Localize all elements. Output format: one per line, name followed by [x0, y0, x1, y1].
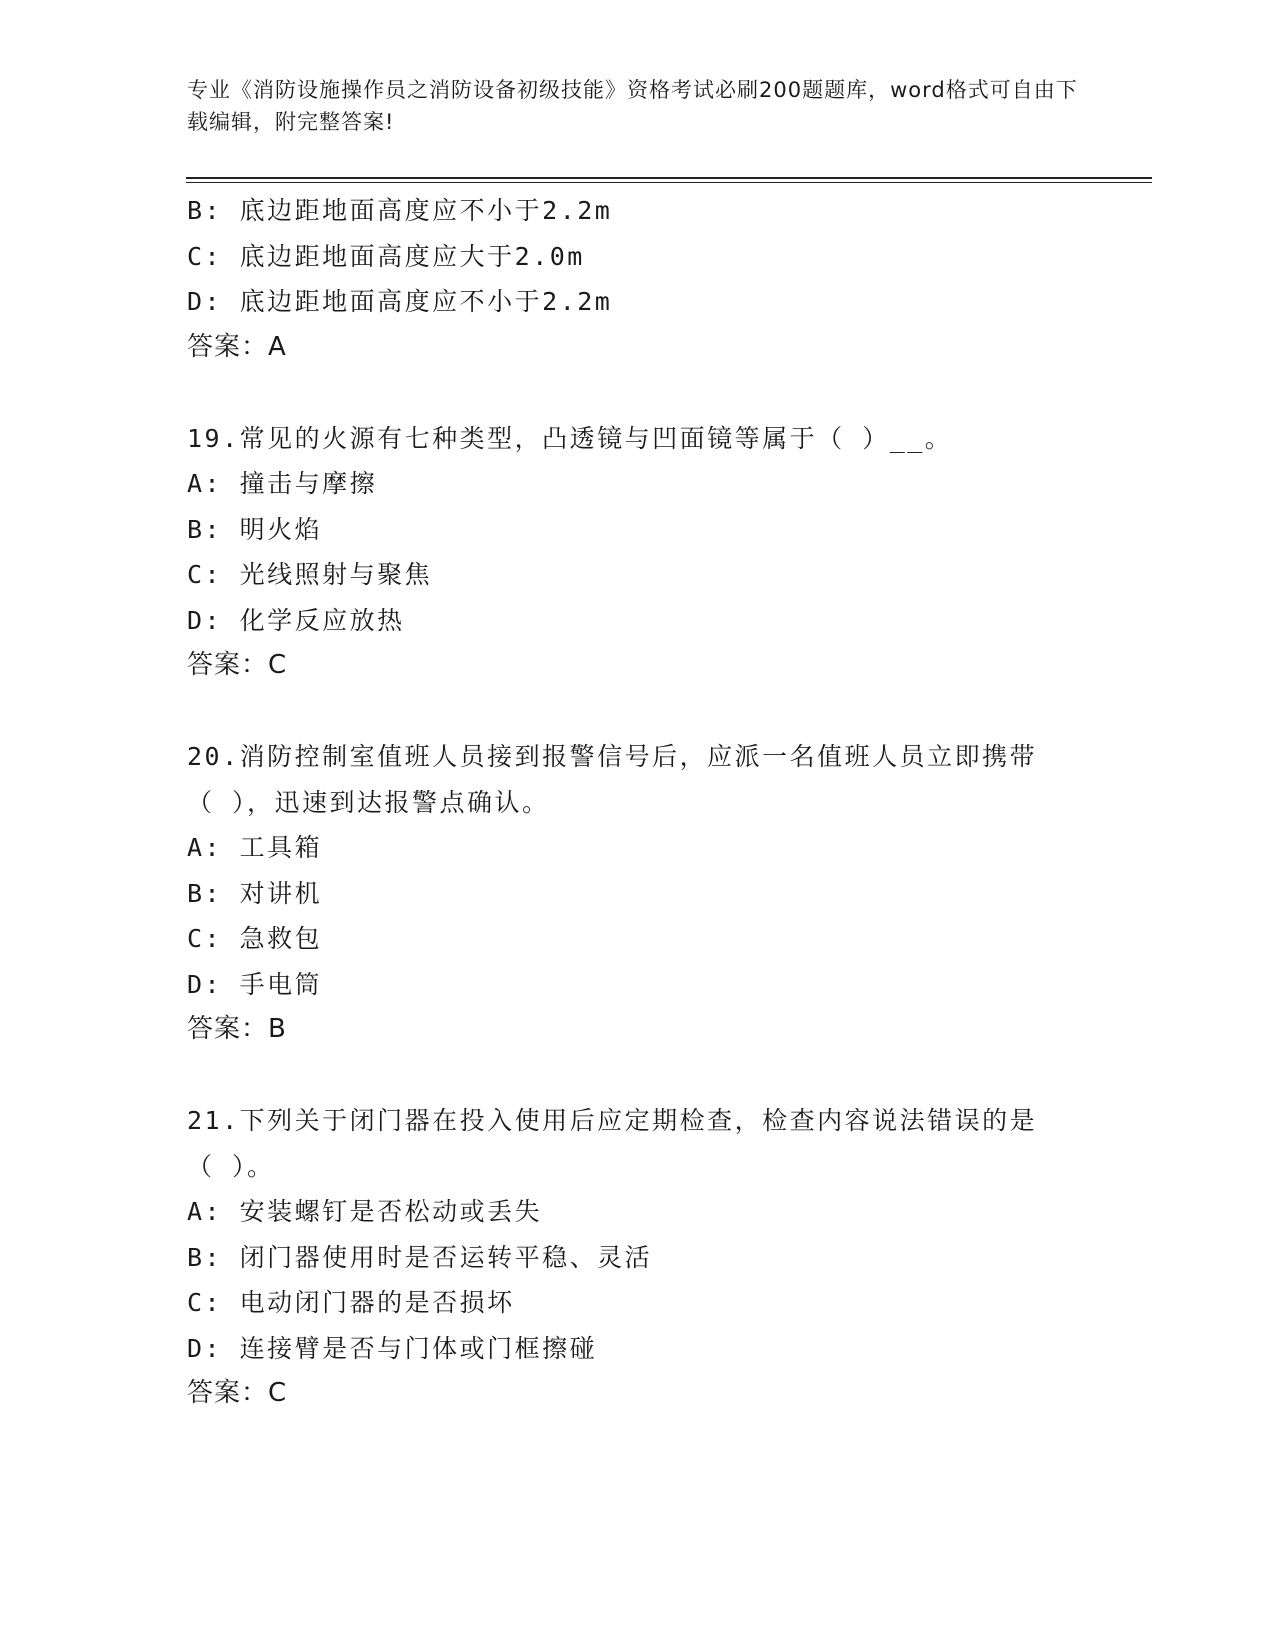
question-19 [187, 416, 1087, 689]
option-b: B: 闭门器使用时是否运转平稳、灵活 [187, 1242, 653, 1272]
question-stem-line-1: 21.下列关于闭门器在投入使用后应定期检查，检查内容说法错误的是 [187, 1106, 1038, 1135]
answer: 答案：C [187, 650, 288, 680]
question-stem-line-2: （ ），迅速到达报警点确认。 [187, 787, 550, 817]
spacer [187, 370, 1087, 416]
option-b: B: 底边距地面高度应不小于2.2m [187, 196, 613, 225]
question-20 [187, 734, 1087, 1053]
question-18-continued [187, 188, 1087, 370]
spacer [187, 689, 1087, 735]
question-stem: 19.常见的火源有七种类型，凸透镜与凹面镜等属于（ ）__。 [187, 423, 953, 453]
option-c: C: 电动闭门器的是否损坏 [187, 1288, 515, 1317]
option-d: D: 底边距地面高度应不小于2.2m [187, 287, 613, 316]
header-divider-thick [186, 177, 1152, 179]
question-stem-line-1: 20.消防控制室值班人员接到报警信号后，应派一名值班人员立即携带 [187, 742, 1038, 771]
option-a: A: 工具箱 [187, 833, 323, 862]
spacer [187, 1053, 1087, 1099]
page-header: 专业《消防设施操作员之消防设备初级技能》资格考试必刷200题题库，word格式可自由下载编辑，附完整答案! [187, 78, 1078, 134]
question-21 [187, 1098, 1087, 1417]
option-c: C: 急救包 [187, 924, 323, 953]
option-c: C: 底边距地面高度应大于2.0m [187, 241, 585, 271]
answer: 答案：B [187, 1014, 287, 1044]
question-stem-line-2: （ ）。 [187, 1151, 275, 1181]
header-divider-thin [186, 182, 1152, 183]
option-a: A: 安装螺钉是否松动或丢失 [187, 1197, 543, 1226]
option-c: C: 光线照射与聚焦 [187, 560, 433, 589]
option-b: B: 对讲机 [187, 878, 323, 908]
option-b: B: 明火焰 [187, 514, 323, 544]
question-list [187, 188, 1087, 1417]
option-d: D: 连接臂是否与门体或门框擦碰 [187, 1333, 598, 1363]
answer: 答案：A [187, 331, 287, 362]
option-d: D: 化学反应放热 [187, 605, 405, 635]
answer: 答案：C [187, 1378, 288, 1408]
option-d: D: 手电筒 [187, 969, 323, 999]
option-a: A: 撞击与摩擦 [187, 469, 378, 498]
